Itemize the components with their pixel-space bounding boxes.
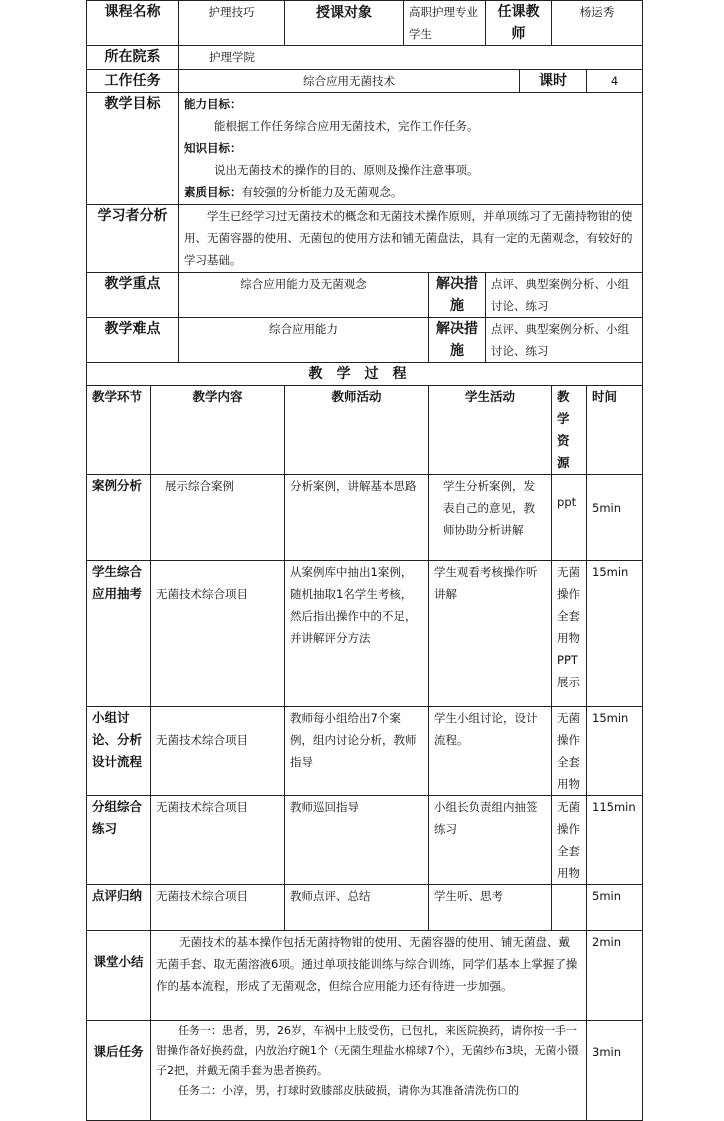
homework-content [151, 1021, 587, 1121]
row-resource: ppt [552, 475, 587, 561]
difficulty-label: 教学难点 [87, 318, 179, 363]
row-content: 无菌技术综合项目 [151, 707, 285, 796]
row-student: 学生小组讨论，设计流程。 [429, 707, 552, 796]
difficulty-measure-label: 解决措施 [429, 318, 486, 363]
key-point-label: 教学重点 [87, 273, 179, 318]
ability-label: 能力目标： [184, 97, 242, 111]
row-teacher: 分析案例，讲解基本思路 [285, 475, 429, 561]
row-resource [552, 885, 587, 931]
audience-label: 授课对象 [285, 1, 404, 46]
row-time: 115min [587, 796, 643, 885]
homework-time: 3min [587, 1021, 643, 1121]
process-row [87, 475, 643, 561]
process-header-row [87, 386, 643, 475]
objectives-label: 教学目标 [87, 93, 179, 205]
summary-time: 2min [587, 931, 643, 1021]
summary-row [87, 931, 643, 1021]
row-student: 小组长负责组内抽签练习 [429, 796, 552, 885]
knowledge-label: 知识目标： [184, 141, 242, 155]
row-stage: 分组综合练习 [87, 796, 151, 885]
homework-label: 课后任务 [87, 1021, 151, 1121]
objectives-row [87, 93, 643, 205]
row-student: 学生分析案例，发表自己的意见，教师协助分析讲解 [429, 475, 552, 561]
difficulty-row [87, 318, 643, 363]
course-label: 课程名称 [87, 1, 179, 46]
row-student: 学生听、思考 [429, 885, 552, 931]
ability-text: 能根据工作任务综合应用无菌技术，完作工作任务。 [214, 119, 479, 133]
row-time: 15min [587, 561, 643, 707]
row-resource: 无菌操作全套用物 [552, 707, 587, 796]
college-label: 所在院系 [87, 46, 179, 70]
process-row [87, 796, 643, 885]
process-title-row [87, 363, 643, 386]
course-value: 护理技巧 [179, 1, 285, 46]
header-resource: 教学资源 [552, 386, 587, 475]
difficulty-measure: 点评、典型案例分析、小组讨论、练习 [486, 318, 643, 363]
process-row [87, 707, 643, 796]
info-row-3 [87, 70, 643, 93]
info-row-2 [87, 46, 643, 70]
audience-value: 高职护理专业学生 [404, 1, 486, 46]
summary-text: 无菌技术的基本操作包括无菌持物钳的使用、无菌容器的使用、铺无菌盘、戴无菌手套、取无菌溶液6项。通过单项技能训练与综合训练，同学们基本上掌握了操作的基本流程，形成了无菌观念，但综合应用能力还有待进一步加强。 [151, 931, 587, 1021]
hours-label: 课时 [520, 70, 587, 93]
row-teacher: 教师每小组给出7个案例，组内讨论分析，教师指导 [285, 707, 429, 796]
hours-value: 4 [587, 70, 643, 93]
difficulty-text: 综合应用能力 [179, 318, 429, 363]
header-teacher: 教师活动 [285, 386, 429, 475]
header-content: 教学内容 [151, 386, 285, 475]
row-content: 无菌技术综合项目 [151, 561, 285, 707]
process-row [87, 561, 643, 707]
row-stage: 案例分析 [87, 475, 151, 561]
row-content: 展示综合案例 [151, 475, 285, 561]
summary-label: 课堂小结 [87, 931, 151, 1021]
row-time: 15min [587, 707, 643, 796]
key-point-measure-label: 解决措施 [429, 273, 486, 318]
row-time: 5min [587, 885, 643, 931]
header-student: 学生活动 [429, 386, 552, 475]
row-student: 学生观看考核操作听讲解 [429, 561, 552, 707]
row-content: 无菌技术综合项目 [151, 885, 285, 931]
learner-row [87, 205, 643, 273]
knowledge-text: 说出无菌技术的操作的目的、原则及操作注意事项。 [214, 163, 479, 177]
task-value: 综合应用无菌技术 [179, 70, 520, 93]
objectives-content [179, 93, 643, 205]
lesson-plan [86, 0, 642, 1121]
row-teacher: 从案例库中抽出1案例，随机抽取1名学生考核，然后指出操作中的不足，并讲解评分方法 [285, 561, 429, 707]
homework-task-1: 任务一：患者，男，26岁，车祸中上肢受伤，已包扎，来医院换药，请你按一手一钳操作备好换药盘，内放治疗碗1个（无菌生理盐水棉球7个），无菌纱布3块，无菌小镊子2把，并戴无菌手套为患者换药。 [156, 1024, 579, 1077]
teacher-value: 杨运秀 [552, 1, 643, 46]
header-stage: 教学环节 [87, 386, 151, 475]
quality-label: 素质目标： [184, 185, 242, 199]
row-resource: 无菌操作全套用物 [552, 796, 587, 885]
process-row [87, 885, 643, 931]
college-value: 护理学院 [179, 46, 643, 70]
learner-text: 学生已经学习过无菌技术的概念和无菌技术操作原则，并单项练习了无菌持物钳的使用、无菌容器的使用、无菌包的使用方法和铺无菌盘法，具有一定的无菌观念，有较好的学习基础。 [179, 205, 643, 273]
task-label: 工作任务 [87, 70, 179, 93]
quality-text: 有较强的分析能力及无菌观念。 [241, 185, 403, 199]
homework-task-2: 任务二：小淳，男，打球时致膝部皮肤破损，请你为其准备清洗伤口的 [178, 1084, 519, 1097]
key-point-measure: 点评、典型案例分析、小组讨论、练习 [486, 273, 643, 318]
row-stage: 小组讨论、分析设计流程 [87, 707, 151, 796]
key-point-text: 综合应用能力及无菌观念 [179, 273, 429, 318]
row-time: 5min [587, 475, 643, 561]
teacher-label: 任课教师 [486, 1, 552, 46]
header-time: 时间 [587, 386, 643, 475]
row-content: 无菌技术综合项目 [151, 796, 285, 885]
homework-row [87, 1021, 643, 1121]
row-resource: 无菌操作全套用物PPT展示 [552, 561, 587, 707]
key-point-row [87, 273, 643, 318]
row-teacher: 教师巡回指导 [285, 796, 429, 885]
info-row-1 [87, 1, 643, 46]
process-title: 教学过程 [87, 363, 643, 386]
learner-label: 学习者分析 [87, 205, 179, 273]
lesson-plan-table [86, 0, 643, 1121]
row-stage: 点评归纳 [87, 885, 151, 931]
row-teacher: 教师点评、总结 [285, 885, 429, 931]
row-stage: 学生综合应用抽考 [87, 561, 151, 707]
